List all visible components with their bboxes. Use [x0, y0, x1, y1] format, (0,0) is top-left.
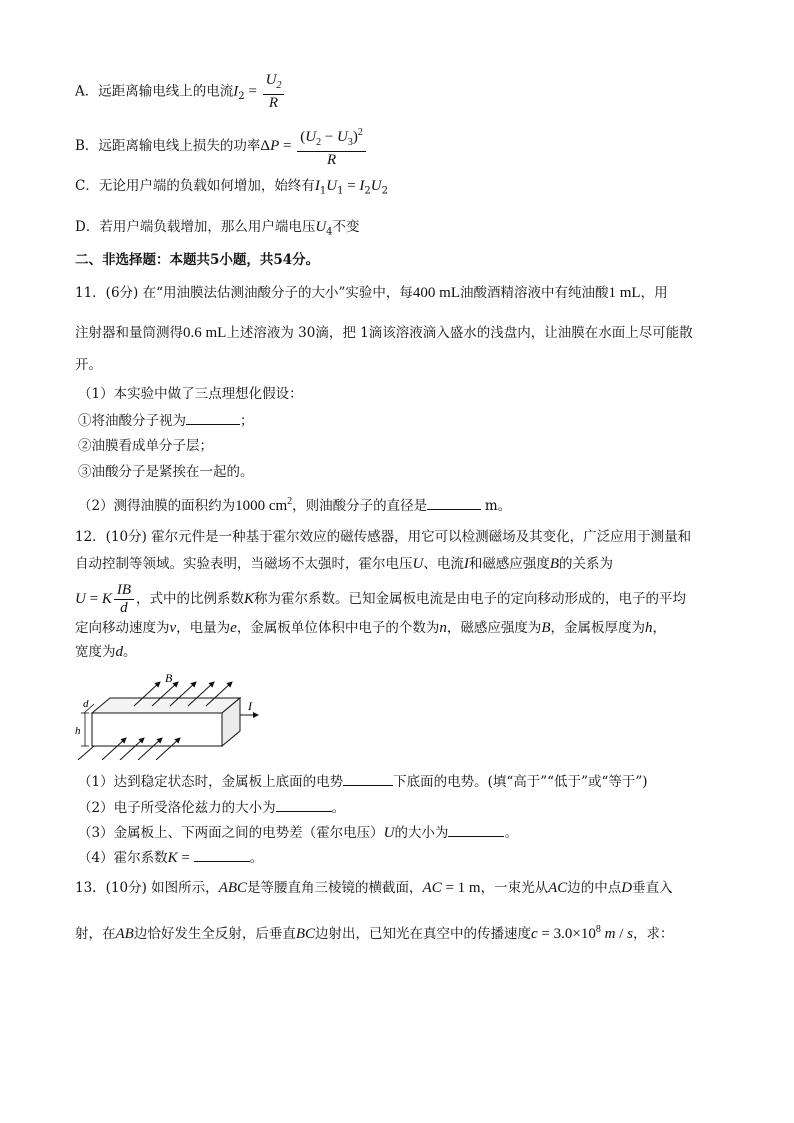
answer-blank[interactable]: [194, 847, 250, 862]
q12-line-3: U = K $\frac{IB}{d}$ ，式中的比例系数K称为霍尔系数。已知金属板电流是由电子的定向移动形成的，电子的平均: [75, 582, 687, 616]
option-d: D．若用户端负载增加，那么用户端电压$U_4$不变: [75, 219, 360, 238]
q11-line-1: 11．(6分) 在“用油膜法估测油酸分子的大小”实验中，每400 mL油酸酒精溶液中有纯油酸1 mL，用: [75, 285, 668, 301]
fraction-u2-over-r: $\frac{U_2}{R}$: [263, 72, 285, 112]
q12-part-3: （3）金属板上、下两面之间的电势差（霍尔电压）U的大小为 。: [78, 822, 518, 843]
fraction-power-loss: $\frac{(U_2 - U_3)^2}{R}$: [297, 124, 366, 169]
q13-line-1: 13．(10分) 如图所示，ABC是等腰直角三棱镜的横截面，AC = 1 m，一束光从AC边的中点D垂直入: [75, 880, 673, 896]
option-a: A．远距离输电线上的电流$I_2$ = $\frac{U_2}{R}$: [75, 72, 286, 112]
q13-line-2: 射，在AB边恰好发生全反射，后垂直BC边射出，已知光在真空中的传播速度$c = 3.0\times 10^8$ m / s，求：: [75, 924, 674, 942]
option-b: B．远距离输电线上损失的功率ΔP = $\frac{(U_2 - U_3)^2}{R}$: [75, 124, 368, 169]
answer-blank[interactable]: [186, 410, 240, 425]
answer-blank[interactable]: [427, 495, 481, 510]
section-two-title: 二、非选择题：本题共5小题，共54分。: [75, 252, 320, 268]
q11-assumption-1: ①将油酸分子视为 ；: [78, 410, 254, 431]
q12-line-5: 宽度为d。: [75, 644, 137, 660]
q11-part-1: （1）本实验中做了三点理想化假设：: [78, 386, 303, 402]
answer-blank[interactable]: [448, 822, 504, 837]
q12-part-1: （1）达到稳定状态时，金属板上底面的电势 下底面的电势。(填“高于”“低于”或“等于”): [78, 771, 648, 792]
plate-top-face: [92, 698, 240, 713]
width-label: d: [83, 698, 89, 710]
q11-assumption-2: ②油膜看成单分子层；: [78, 438, 213, 454]
hall-element-figure: [72, 670, 272, 760]
q11-assumption-3: ③油酸分子是紧挨在一起的。: [78, 464, 254, 480]
thickness-label: h: [75, 725, 81, 737]
q11-line-2: 注射器和量筒测得0.6 mL上述溶液为 30滴，把 1滴该溶液滴入盛水的浅盘内，让油膜在水面上尽可能散: [75, 325, 693, 341]
q12-part-4: （4）霍尔系数K = 。: [78, 847, 263, 868]
field-label: B: [165, 671, 173, 685]
q11-part-2: （2）测得油膜的面积约为1000 $cm^2$，则油酸分子的直径是 m。: [78, 496, 512, 514]
current-label: I: [248, 699, 252, 713]
answer-blank[interactable]: [343, 771, 393, 786]
q12-line-4: 定向移动速度为v，电量为e，金属板单位体积中电子的个数为n，磁感应强度为B，金属板厚度为h，: [75, 620, 667, 636]
fraction-ib-over-d: $\frac{IB}{d}$: [114, 582, 134, 617]
q12-line-1: 12．(10分) 霍尔元件是一种基于霍尔效应的磁传感器，用它可以检测磁场及其变化，广泛应用于测量和: [75, 529, 692, 545]
q12-part-2: （2）电子所受洛伦兹力的大小为 。: [78, 797, 345, 818]
option-c: C．无论用户端的负载如何增加，始终有$I_1U_1 = I_2U_2$: [75, 178, 388, 197]
q12-line-2: 自动控制等领域。实验表明，当磁场不太强时，霍尔电压U、电流I和磁感应强度B的关系为: [75, 556, 614, 572]
answer-blank[interactable]: [276, 797, 332, 812]
plate-front-face: [92, 713, 222, 746]
q11-line-3: 开。: [75, 357, 102, 373]
